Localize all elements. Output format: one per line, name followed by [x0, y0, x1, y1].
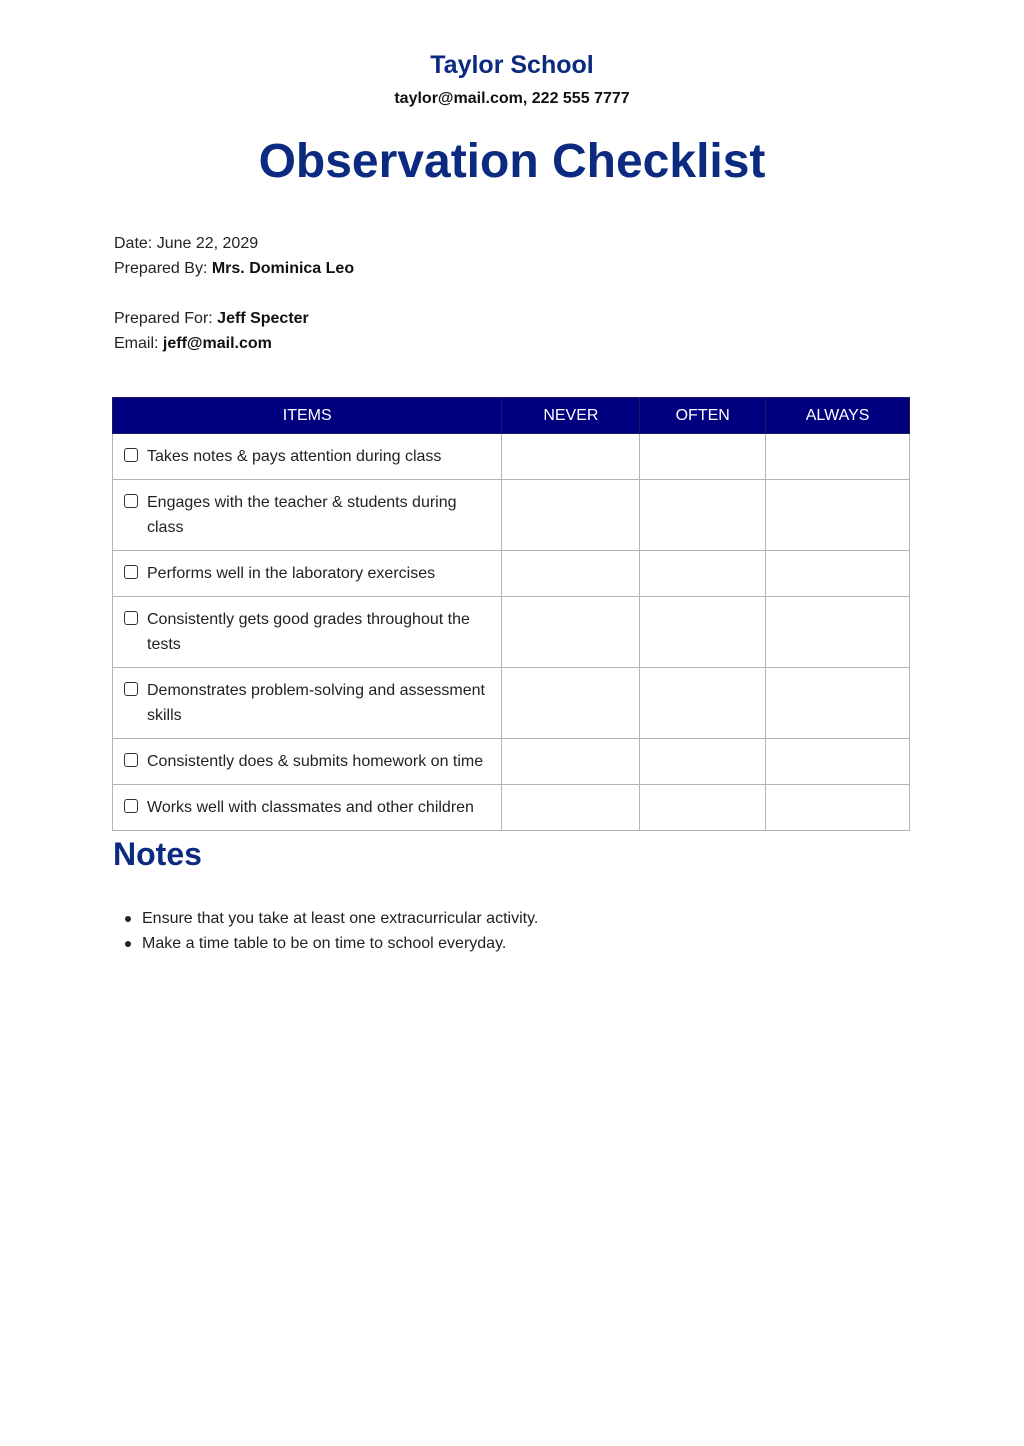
item-label: Consistently gets good grades throughout the tests — [147, 611, 470, 653]
notes-list — [142, 906, 538, 956]
header-never: NEVER — [502, 398, 640, 434]
note-text: Ensure that you take at least one extracurricular activity. — [142, 910, 539, 927]
item-cell — [113, 785, 502, 831]
item-checkbox[interactable] — [124, 611, 138, 625]
table-row — [113, 597, 910, 668]
email-line — [114, 335, 272, 353]
list-item — [142, 906, 538, 931]
always-cell[interactable] — [766, 434, 910, 480]
item-cell — [113, 434, 502, 480]
item-cell — [113, 480, 502, 551]
item-cell — [113, 739, 502, 785]
school-contact: taylor@mail.com, 222 555 7777 — [394, 90, 630, 107]
table-row — [113, 480, 910, 551]
list-item — [142, 931, 538, 956]
header-often: OFTEN — [640, 398, 766, 434]
item-checkbox[interactable] — [124, 565, 138, 579]
item-checkbox[interactable] — [124, 682, 138, 696]
prepared-by-label: Prepared By: — [114, 260, 208, 277]
table-row — [113, 668, 910, 739]
never-cell[interactable] — [502, 551, 640, 597]
always-cell[interactable] — [766, 597, 910, 668]
item-checkbox[interactable] — [124, 448, 138, 462]
observation-table — [112, 397, 910, 831]
always-cell[interactable] — [766, 785, 910, 831]
item-label: Performs well in the laboratory exercises — [147, 565, 436, 582]
item-checkbox[interactable] — [124, 799, 138, 813]
never-cell[interactable] — [502, 597, 640, 668]
always-cell[interactable] — [766, 480, 910, 551]
notes-heading: Notes — [113, 836, 202, 872]
item-checkbox[interactable] — [124, 494, 138, 508]
item-label: Demonstrates problem-solving and assessment skills — [147, 682, 485, 724]
always-cell[interactable] — [766, 739, 910, 785]
never-cell[interactable] — [502, 739, 640, 785]
date-line — [114, 235, 258, 253]
header-items: ITEMS — [113, 398, 502, 434]
never-cell[interactable] — [502, 668, 640, 739]
date-label: Date: — [114, 235, 153, 252]
never-cell[interactable] — [502, 480, 640, 551]
item-label: Consistently does & submits homework on time — [147, 753, 484, 770]
item-checkbox[interactable] — [124, 753, 138, 767]
email-value: jeff@mail.com — [162, 335, 272, 352]
item-label: Engages with the teacher & students during class — [147, 494, 457, 536]
table-row — [113, 551, 910, 597]
bullet-icon — [125, 916, 131, 922]
table-row — [113, 785, 910, 831]
often-cell[interactable] — [640, 785, 766, 831]
table-row — [113, 434, 910, 480]
often-cell[interactable] — [640, 739, 766, 785]
prepared-by-value: Mrs. Dominica Leo — [211, 260, 355, 277]
prepared-by-line — [114, 260, 354, 278]
item-label: Works well with classmates and other children — [147, 799, 474, 816]
note-text: Make a time table to be on time to school everyday. — [142, 935, 507, 952]
table-header-row — [113, 398, 910, 434]
prepared-for-label: Prepared For: — [114, 310, 213, 327]
prepared-for-value: Jeff Specter — [217, 310, 309, 327]
often-cell[interactable] — [640, 551, 766, 597]
item-cell — [113, 668, 502, 739]
table-row — [113, 739, 910, 785]
school-name: Taylor School — [430, 51, 594, 79]
item-label: Takes notes & pays attention during class — [147, 448, 442, 465]
prepared-for-line — [114, 310, 309, 328]
often-cell[interactable] — [640, 668, 766, 739]
often-cell[interactable] — [640, 480, 766, 551]
date-value: June 22, 2029 — [156, 235, 259, 252]
header-always: ALWAYS — [766, 398, 910, 434]
never-cell[interactable] — [502, 785, 640, 831]
often-cell[interactable] — [640, 597, 766, 668]
never-cell[interactable] — [502, 434, 640, 480]
page-title: Observation Checklist — [258, 135, 766, 188]
always-cell[interactable] — [766, 551, 910, 597]
email-label: Email: — [114, 335, 159, 352]
often-cell[interactable] — [640, 434, 766, 480]
always-cell[interactable] — [766, 668, 910, 739]
bullet-icon — [125, 941, 131, 947]
item-cell — [113, 597, 502, 668]
item-cell — [113, 551, 502, 597]
